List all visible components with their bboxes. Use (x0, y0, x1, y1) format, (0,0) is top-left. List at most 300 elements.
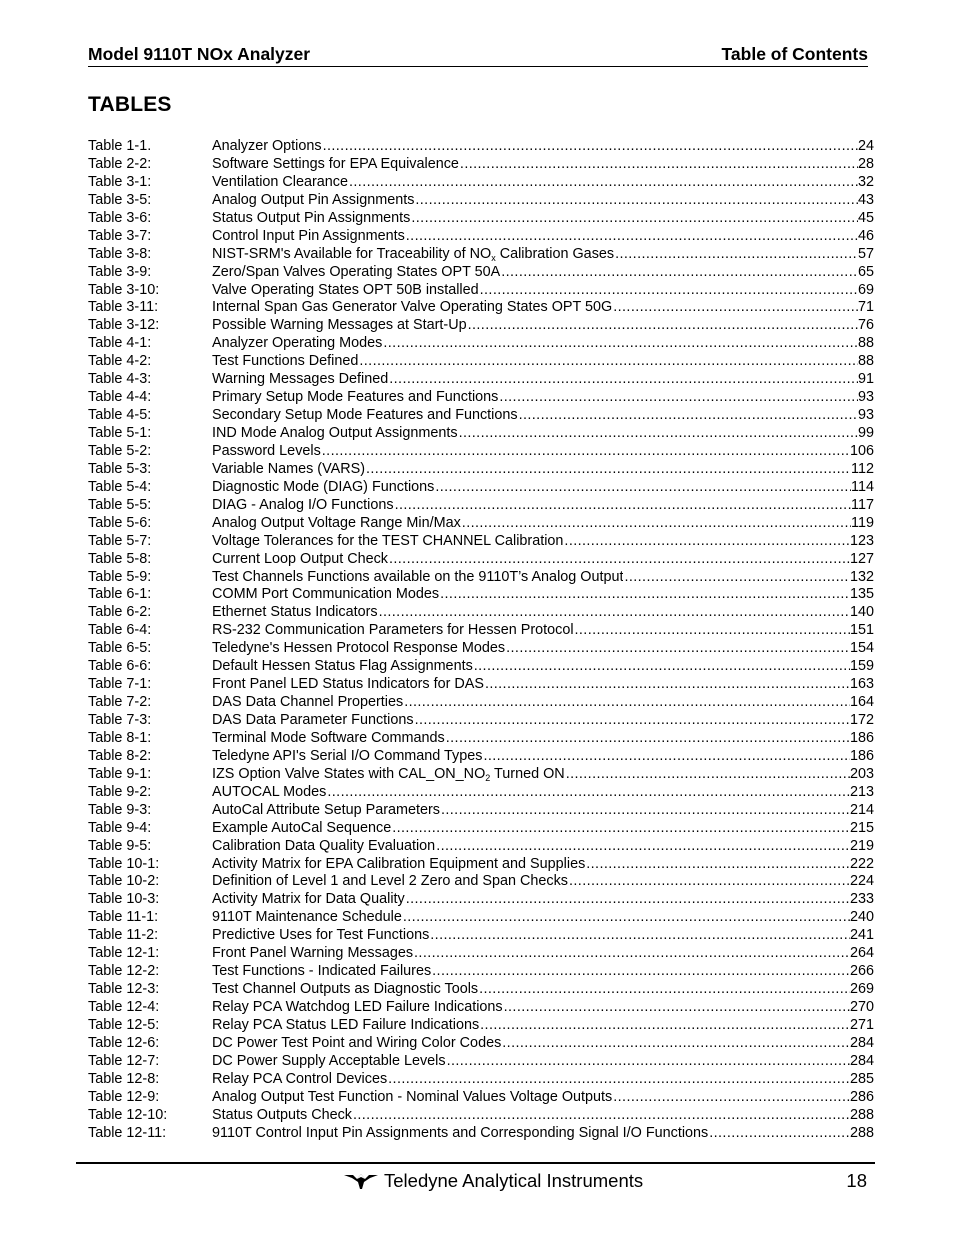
toc-entry-page: 214 (849, 801, 874, 818)
toc-entry-title-text: Software Settings for EPA Equivalence (212, 155, 459, 172)
toc-entry-title-text: Teledyne API's Serial I/O Command Types (212, 747, 483, 764)
toc-entry[interactable] (88, 963, 874, 981)
toc-entry-page: 233 (849, 891, 874, 908)
toc-entry-title-text: Internal Span Gas Generator Valve Operating States OPT 50G (212, 299, 613, 316)
toc-entry-title-text: IND Mode Analog Output Assignments (212, 425, 458, 441)
toc-entry[interactable] (88, 999, 874, 1017)
toc-entry-title-text: Analyzer Operating Modes (212, 335, 383, 352)
toc-entry-title-text: Variable Names (VARS) (212, 460, 366, 477)
toc-entry-page: 284 (849, 1052, 874, 1069)
toc-entry-number: Table 4-1: (88, 335, 152, 352)
toc-leader-dots (326, 784, 850, 802)
toc-entry-title (212, 1071, 387, 1089)
toc-entry-title-text: 9110T Maintenance Schedule (212, 909, 402, 926)
toc-entry-title-text: DAS Data Channel Properties (212, 694, 404, 711)
toc-entry-page: 288 (849, 1124, 874, 1141)
toc-entry[interactable] (88, 569, 874, 587)
toc-entry[interactable] (88, 210, 874, 228)
toc-leader-dots (708, 1125, 850, 1143)
toc-leader-dots (612, 299, 858, 317)
toc-entry-number: Table 12-11: (88, 1124, 167, 1141)
toc-leader-dots (479, 282, 858, 300)
toc-entry-title-text: Analog Output Test Function - Nominal Values Voltage Outputs (212, 1088, 613, 1105)
toc-entry-page: 271 (849, 1016, 874, 1033)
toc-entry[interactable] (88, 138, 874, 156)
toc-entry-number: Table 5-5: (88, 496, 152, 513)
toc-entry-number: Table 11-2: (88, 927, 159, 944)
toc-leader-dots (505, 640, 850, 658)
toc-entry-page: 140 (849, 604, 874, 621)
toc-entry-page: 224 (849, 873, 874, 890)
toc-leader-dots (614, 246, 858, 264)
toc-entry-title (212, 1035, 501, 1053)
toc-leader-dots (414, 712, 850, 730)
toc-entry-title-text: Test Functions Defined (212, 353, 359, 370)
toc-entry-title (212, 856, 585, 874)
toc-entry-number: Table 12-1: (88, 945, 160, 962)
toc-entry-page: 288 (849, 1106, 874, 1123)
toc-entry-page: 285 (849, 1070, 874, 1087)
toc-entry-number: Table 7-1: (88, 676, 152, 693)
toc-entry-title-text: Turned ON (490, 765, 565, 782)
toc-entry-title (212, 192, 414, 210)
toc-entry[interactable] (88, 712, 874, 730)
toc-entry-page: 43 (857, 191, 874, 208)
toc-entry-title (212, 515, 461, 533)
toc-entry-title-text: DC Power Supply Acceptable Levels (212, 1052, 446, 1069)
toc-entry-page: 112 (851, 460, 874, 477)
toc-entry-page: 132 (849, 568, 874, 585)
toc-entry-page: 91 (857, 371, 874, 388)
toc-entry[interactable] (88, 1071, 874, 1089)
toc-leader-dots (501, 1035, 850, 1053)
toc-entry-title (212, 927, 429, 945)
toc-entry[interactable] (88, 640, 874, 658)
toc-entry[interactable] (88, 802, 874, 820)
toc-leader-dots (365, 461, 851, 479)
toc-entry-title (212, 407, 518, 425)
toc-entry-page: 154 (849, 640, 874, 657)
toc-entry-title (212, 945, 413, 963)
toc-entry-title-text: 9110T Control Input Pin Assignments and Corresponding Signal I/O Functions (212, 1124, 709, 1141)
toc-entry-title-text: RS-232 Communication Parameters for Hessen Protocol (212, 622, 574, 639)
toc-entry-number: Table 5-7: (88, 532, 152, 549)
toc-leader-dots (563, 533, 850, 551)
toc-entry-page: 215 (849, 819, 874, 836)
toc-entry-title (212, 748, 482, 766)
toc-entry[interactable] (88, 784, 874, 802)
toc-entry-page: 99 (857, 425, 874, 441)
toc-entry-title-text: Activity Matrix for Data Quality (212, 891, 405, 908)
toc-entry-title-text: Relay PCA Control Devices (212, 1070, 388, 1087)
toc-entry-title (212, 479, 434, 497)
toc-entry[interactable] (88, 317, 874, 335)
toc-leader-dots (439, 586, 850, 604)
toc-entry-title-text: Analyzer Options (212, 138, 322, 154)
toc-entry-title-text: Primary Setup Mode Features and Functions (212, 389, 499, 406)
toc-entry-title (212, 586, 439, 604)
toc-entry-number: Table 11-1: (88, 909, 159, 926)
toc-entry-title (212, 658, 473, 676)
toc-leader-dots (387, 1071, 850, 1089)
toc-leader-dots (382, 335, 858, 353)
toc-leader-dots (405, 228, 858, 246)
page-header (88, 44, 868, 67)
toc-entry-number: Table 9-1: (88, 765, 152, 782)
toc-entry[interactable] (88, 174, 874, 192)
toc-entry-title (212, 210, 410, 228)
toc-entry[interactable] (88, 891, 874, 909)
toc-entry-page: 164 (849, 694, 874, 711)
toc-entry-page: 88 (857, 335, 874, 352)
toc-leader-dots (402, 909, 850, 927)
toc-leader-dots (498, 389, 858, 407)
toc-entry-title-text: Status Outputs Check (212, 1106, 352, 1123)
toc-entry[interactable] (88, 981, 874, 999)
header-section-title: Table of Contents (721, 44, 868, 64)
toc-entry-number: Table 9-4: (88, 819, 152, 836)
toc-entry-title (212, 963, 431, 981)
toc-leader-dots (405, 891, 850, 909)
toc-entry-number: Table 12-5: (88, 1016, 160, 1033)
toc-entry-title-text: Activity Matrix for EPA Calibration Equipment and Supplies (212, 855, 586, 872)
toc-entry-page: 76 (857, 317, 874, 334)
toc-entry-title (212, 604, 378, 622)
toc-entry-title (212, 640, 505, 658)
toc-entry-number: Table 3-5: (88, 191, 152, 208)
toc-entry-number: Table 3-8: (88, 245, 152, 262)
toc-entry[interactable] (88, 820, 874, 838)
toc-entry-number: Table 6-5: (88, 640, 152, 657)
toc-entry-title (212, 820, 391, 838)
toc-entry[interactable] (88, 927, 874, 945)
toc-entry-page: 264 (849, 945, 874, 962)
toc-entry-title (212, 353, 358, 371)
toc-entry-number: Table 5-3: (88, 460, 152, 477)
toc-entry-title (212, 497, 394, 515)
toc-entry[interactable] (88, 264, 874, 282)
toc-entry-page: 114 (851, 478, 874, 495)
toc-entry[interactable] (88, 228, 874, 246)
toc-entry-title (212, 784, 326, 802)
toc-entry-title (212, 873, 568, 891)
toc-entry-title-text: Voltage Tolerances for the TEST CHANNEL Calibration (212, 532, 564, 549)
toc-entry-title-text: Relay PCA Watchdog LED Failure Indications (212, 999, 503, 1015)
toc-entry-number: Table 3-11: (88, 299, 159, 316)
toc-entry-number: Table 12-3: (88, 981, 160, 998)
toc-entry-page: 286 (849, 1088, 874, 1105)
toc-entry[interactable] (88, 1107, 874, 1125)
toc-entry-title-text: Front Panel Warning Messages (212, 945, 414, 962)
toc-entry-title (212, 1107, 352, 1125)
toc-leader-dots (413, 945, 850, 963)
toc-entry-page: 172 (849, 712, 874, 728)
toc-entry[interactable] (88, 389, 874, 407)
toc-entry-title-text: Ethernet Status Indicators (212, 604, 378, 621)
toc-entry-title-text: Relay PCA Status LED Failure Indications (212, 1016, 480, 1033)
toc-entry-title-text: Predictive Uses for Test Functions (212, 927, 430, 944)
toc-entry-title-text: Secondary Setup Mode Features and Functions (212, 407, 518, 424)
toc-entry-title-text: Control Input Pin Assignments (212, 227, 405, 244)
toc-entry[interactable] (88, 533, 874, 551)
toc-entry[interactable] (88, 282, 874, 300)
toc-entry[interactable] (88, 1017, 874, 1035)
toc-entry-number: Table 4-2: (88, 353, 152, 370)
toc-entry[interactable] (88, 551, 874, 569)
toc-entry-title-text: Analog Output Pin Assignments (212, 191, 415, 208)
toc-entry-title-text: Zero/Span Valves Operating States OPT 50A (212, 263, 501, 280)
toc-entry[interactable] (88, 425, 874, 443)
toc-entry-page: 88 (857, 353, 874, 370)
toc-entry-page: 28 (857, 155, 874, 172)
toc-entry-title (212, 891, 405, 909)
toc-entry[interactable] (88, 1125, 874, 1143)
toc-leader-dots (431, 963, 850, 981)
toc-entry-title (212, 228, 405, 246)
toc-entry-number: Table 7-3: (88, 712, 152, 728)
toc-leader-dots (467, 317, 858, 335)
toc-entry-page: 45 (857, 209, 874, 226)
toc-entry-number: Table 6-2: (88, 604, 152, 621)
toc-entry-title (212, 694, 403, 712)
toc-entry-number: Table 12-4: (88, 999, 160, 1015)
toc-leader-dots (445, 730, 850, 748)
toc-entry-title-text: Possible Warning Messages at Start-Up (212, 317, 467, 334)
toc-entry[interactable] (88, 497, 874, 515)
toc-entry-number: Table 3-7: (88, 227, 152, 244)
toc-entry[interactable] (88, 694, 874, 712)
toc-entry[interactable] (88, 192, 874, 210)
toc-leader-dots (394, 497, 851, 515)
toc-entry-title-text: Analog Output Voltage Range Min/Max (212, 514, 461, 531)
toc-entry-title-text: Teledyne's Hessen Protocol Response Modes (212, 640, 506, 657)
toc-entry-title-text: Diagnostic Mode (DIAG) Functions (212, 478, 435, 495)
toc-entry-title (212, 909, 402, 927)
toc-entry-page: 119 (851, 514, 874, 531)
toc-leader-dots (484, 676, 850, 694)
toc-entry-title (212, 551, 388, 569)
toc-entry-number: Table 8-1: (88, 729, 152, 746)
toc-entry[interactable] (88, 479, 874, 497)
toc-entry-number: Table 5-8: (88, 550, 152, 567)
toc-leader-dots (414, 192, 858, 210)
toc-entry-page: 222 (849, 855, 874, 872)
toc-entry-title (212, 712, 414, 730)
toc-entry-page: 93 (857, 389, 874, 406)
toc-entry[interactable] (88, 299, 874, 317)
toc-leader-dots (568, 873, 850, 891)
page-number: 18 (846, 1170, 867, 1191)
toc-leader-dots (574, 622, 850, 640)
toc-entry[interactable] (88, 156, 874, 174)
toc-entry-page: 127 (849, 550, 874, 567)
toc-entry[interactable] (88, 676, 874, 694)
toc-entry[interactable] (88, 1053, 874, 1071)
toc-leader-dots (473, 658, 850, 676)
toc-entry-page: 219 (849, 837, 874, 854)
toc-entry-number: Table 5-1: (88, 425, 152, 441)
toc-entry-title (212, 730, 445, 748)
toc-leader-dots (435, 838, 850, 856)
toc-entry-title-text: Terminal Mode Software Commands (212, 729, 445, 746)
toc-entry-number: Table 12-7: (88, 1052, 160, 1069)
toc-entry-page: 32 (857, 173, 874, 190)
toc-entry-number: Table 5-6: (88, 514, 152, 531)
toc-entry[interactable] (88, 443, 874, 461)
toc-leader-dots (378, 604, 850, 622)
toc-entry-page: 213 (849, 783, 874, 800)
toc-entry-page: 270 (849, 999, 874, 1015)
toc-entry-title (212, 1089, 612, 1107)
toc-leader-dots (348, 174, 858, 192)
toc-entry-page: 123 (849, 532, 874, 549)
toc-entry-title-text: Current Loop Output Check (212, 550, 388, 567)
toc-entry[interactable] (88, 945, 874, 963)
toc-entry[interactable] (88, 658, 874, 676)
toc-leader-dots (478, 981, 850, 999)
toc-entry[interactable] (88, 353, 874, 371)
toc-entry-title-text: Example AutoCal Sequence (212, 819, 392, 836)
toc-entry-page: 284 (849, 1034, 874, 1051)
toc-entry[interactable] (88, 730, 874, 748)
toc-entry-number: Table 3-6: (88, 209, 152, 226)
toc-leader-dots (434, 479, 851, 497)
table-list (88, 138, 874, 1143)
toc-entry-number: Table 10-2: (88, 873, 160, 890)
toc-entry-number: Table 12-9: (88, 1088, 160, 1105)
toc-leader-dots (479, 1017, 850, 1035)
toc-entry[interactable] (88, 873, 874, 891)
toc-entry[interactable] (88, 909, 874, 927)
toc-entry-title-text: Calibration Data Quality Evaluation (212, 837, 436, 854)
toc-entry-page: 163 (849, 676, 874, 693)
toc-entry[interactable] (88, 407, 874, 425)
toc-entry-number: Table 2-2: (88, 155, 152, 172)
toc-entry-title (212, 335, 382, 353)
toc-leader-dots (565, 766, 850, 784)
toc-entry-page: 69 (857, 281, 874, 298)
toc-leader-dots (440, 802, 850, 820)
toc-entry-page: 117 (851, 496, 874, 513)
toc-entry-title-text: Status Output Pin Assignments (212, 209, 411, 226)
toc-entry-title-text: NIST-SRM's Available for Traceability of NO (212, 245, 492, 262)
toc-entry-number: Table 7-2: (88, 694, 152, 711)
toc-entry-title (212, 533, 563, 551)
toc-entry-title (212, 299, 612, 317)
toc-entry-number: Table 12-10: (88, 1106, 168, 1123)
toc-entry-number: Table 6-1: (88, 586, 152, 603)
toc-entry-title (212, 766, 565, 784)
toc-entry[interactable] (88, 335, 874, 353)
toc-entry-number: Table 5-4: (88, 478, 152, 495)
toc-entry-number: Table 9-2: (88, 783, 152, 800)
toc-entry-title-text: Test Channels Functions available on the 9110T’s Analog Output (212, 568, 624, 585)
toc-entry-title (212, 246, 614, 264)
toc-entry-page: 186 (849, 729, 874, 746)
toc-entry-title (212, 802, 440, 820)
toc-leader-dots (322, 138, 858, 156)
toc-entry-title (212, 425, 458, 443)
toc-entry-number: Table 12-2: (88, 963, 160, 980)
toc-leader-dots (623, 569, 850, 587)
toc-entry[interactable] (88, 1089, 874, 1107)
toc-entry-number: Table 12-6: (88, 1034, 160, 1051)
toc-entry-number: Table 10-3: (88, 891, 160, 908)
toc-entry-title (212, 317, 467, 335)
toc-entry[interactable] (88, 461, 874, 479)
toc-entry-title-text: Definition of Level 1 and Level 2 Zero and Span Checks (212, 873, 568, 890)
toc-leader-dots (410, 210, 858, 228)
toc-entry-number: Table 1-1. (88, 138, 152, 154)
toc-entry-title (212, 282, 479, 300)
toc-leader-dots (500, 264, 858, 282)
toc-entry-number: Table 4-4: (88, 389, 152, 406)
toc-entry[interactable] (88, 622, 874, 640)
toc-leader-dots (391, 820, 850, 838)
toc-leader-dots (612, 1089, 850, 1107)
footer-company (344, 1169, 643, 1193)
toc-entry[interactable] (88, 856, 874, 874)
toc-leader-dots (503, 999, 850, 1017)
toc-entry-number: Table 4-5: (88, 407, 152, 424)
toc-entry[interactable] (88, 586, 874, 604)
toc-leader-dots (518, 407, 858, 425)
toc-entry-number: Table 3-10: (88, 281, 160, 298)
toc-entry-page: 151 (849, 622, 874, 639)
toc-entry-subscript: x (491, 252, 496, 263)
toc-entry-title-text: Calibration Gases (495, 245, 615, 262)
toc-entry-title (212, 371, 388, 389)
toc-entry-page: 159 (849, 658, 874, 675)
toc-entry-title (212, 622, 574, 640)
toc-entry-page: 65 (857, 263, 874, 280)
toc-entry-title-text: IZS Option Valve States with CAL_ON_NO (212, 765, 486, 782)
toc-entry[interactable] (88, 748, 874, 766)
toc-entry[interactable] (88, 371, 874, 389)
toc-entry-page: 46 (857, 227, 874, 244)
toc-entry-number: Table 6-4: (88, 622, 152, 639)
toc-entry-page: 269 (849, 981, 874, 998)
toc-leader-dots (352, 1107, 850, 1125)
toc-leader-dots (429, 927, 850, 945)
toc-entry-title-text: Warning Messages Defined (212, 371, 389, 388)
toc-leader-dots (459, 156, 858, 174)
toc-entry-title-text: Default Hessen Status Flag Assignments (212, 658, 473, 675)
toc-entry-number: Table 9-3: (88, 801, 152, 818)
toc-entry-page: 57 (857, 245, 874, 262)
toc-entry-title-text: AUTOCAL Modes (212, 783, 327, 800)
toc-entry-title (212, 1017, 479, 1035)
toc-entry[interactable] (88, 766, 874, 784)
toc-entry-title-text: DC Power Test Point and Wiring Color Codes (212, 1034, 502, 1051)
toc-entry[interactable] (88, 515, 874, 533)
toc-entry-number: Table 10-1: (88, 855, 160, 872)
toc-leader-dots (388, 371, 858, 389)
toc-entry-title (212, 676, 484, 694)
toc-entry[interactable] (88, 1035, 874, 1053)
toc-entry[interactable] (88, 838, 874, 856)
toc-entry[interactable] (88, 246, 874, 264)
toc-entry-title (212, 443, 321, 461)
toc-entry-title-text: Test Functions - Indicated Failures (212, 963, 432, 980)
toc-entry-page: 106 (849, 442, 874, 459)
toc-entry-title (212, 838, 435, 856)
header-document-title: Model 9110T NOx Analyzer (88, 44, 311, 64)
toc-entry-number: Table 4-3: (88, 371, 152, 388)
toc-entry[interactable] (88, 604, 874, 622)
toc-entry-title-text: Password Levels (212, 442, 321, 459)
toc-entry-title (212, 264, 500, 282)
